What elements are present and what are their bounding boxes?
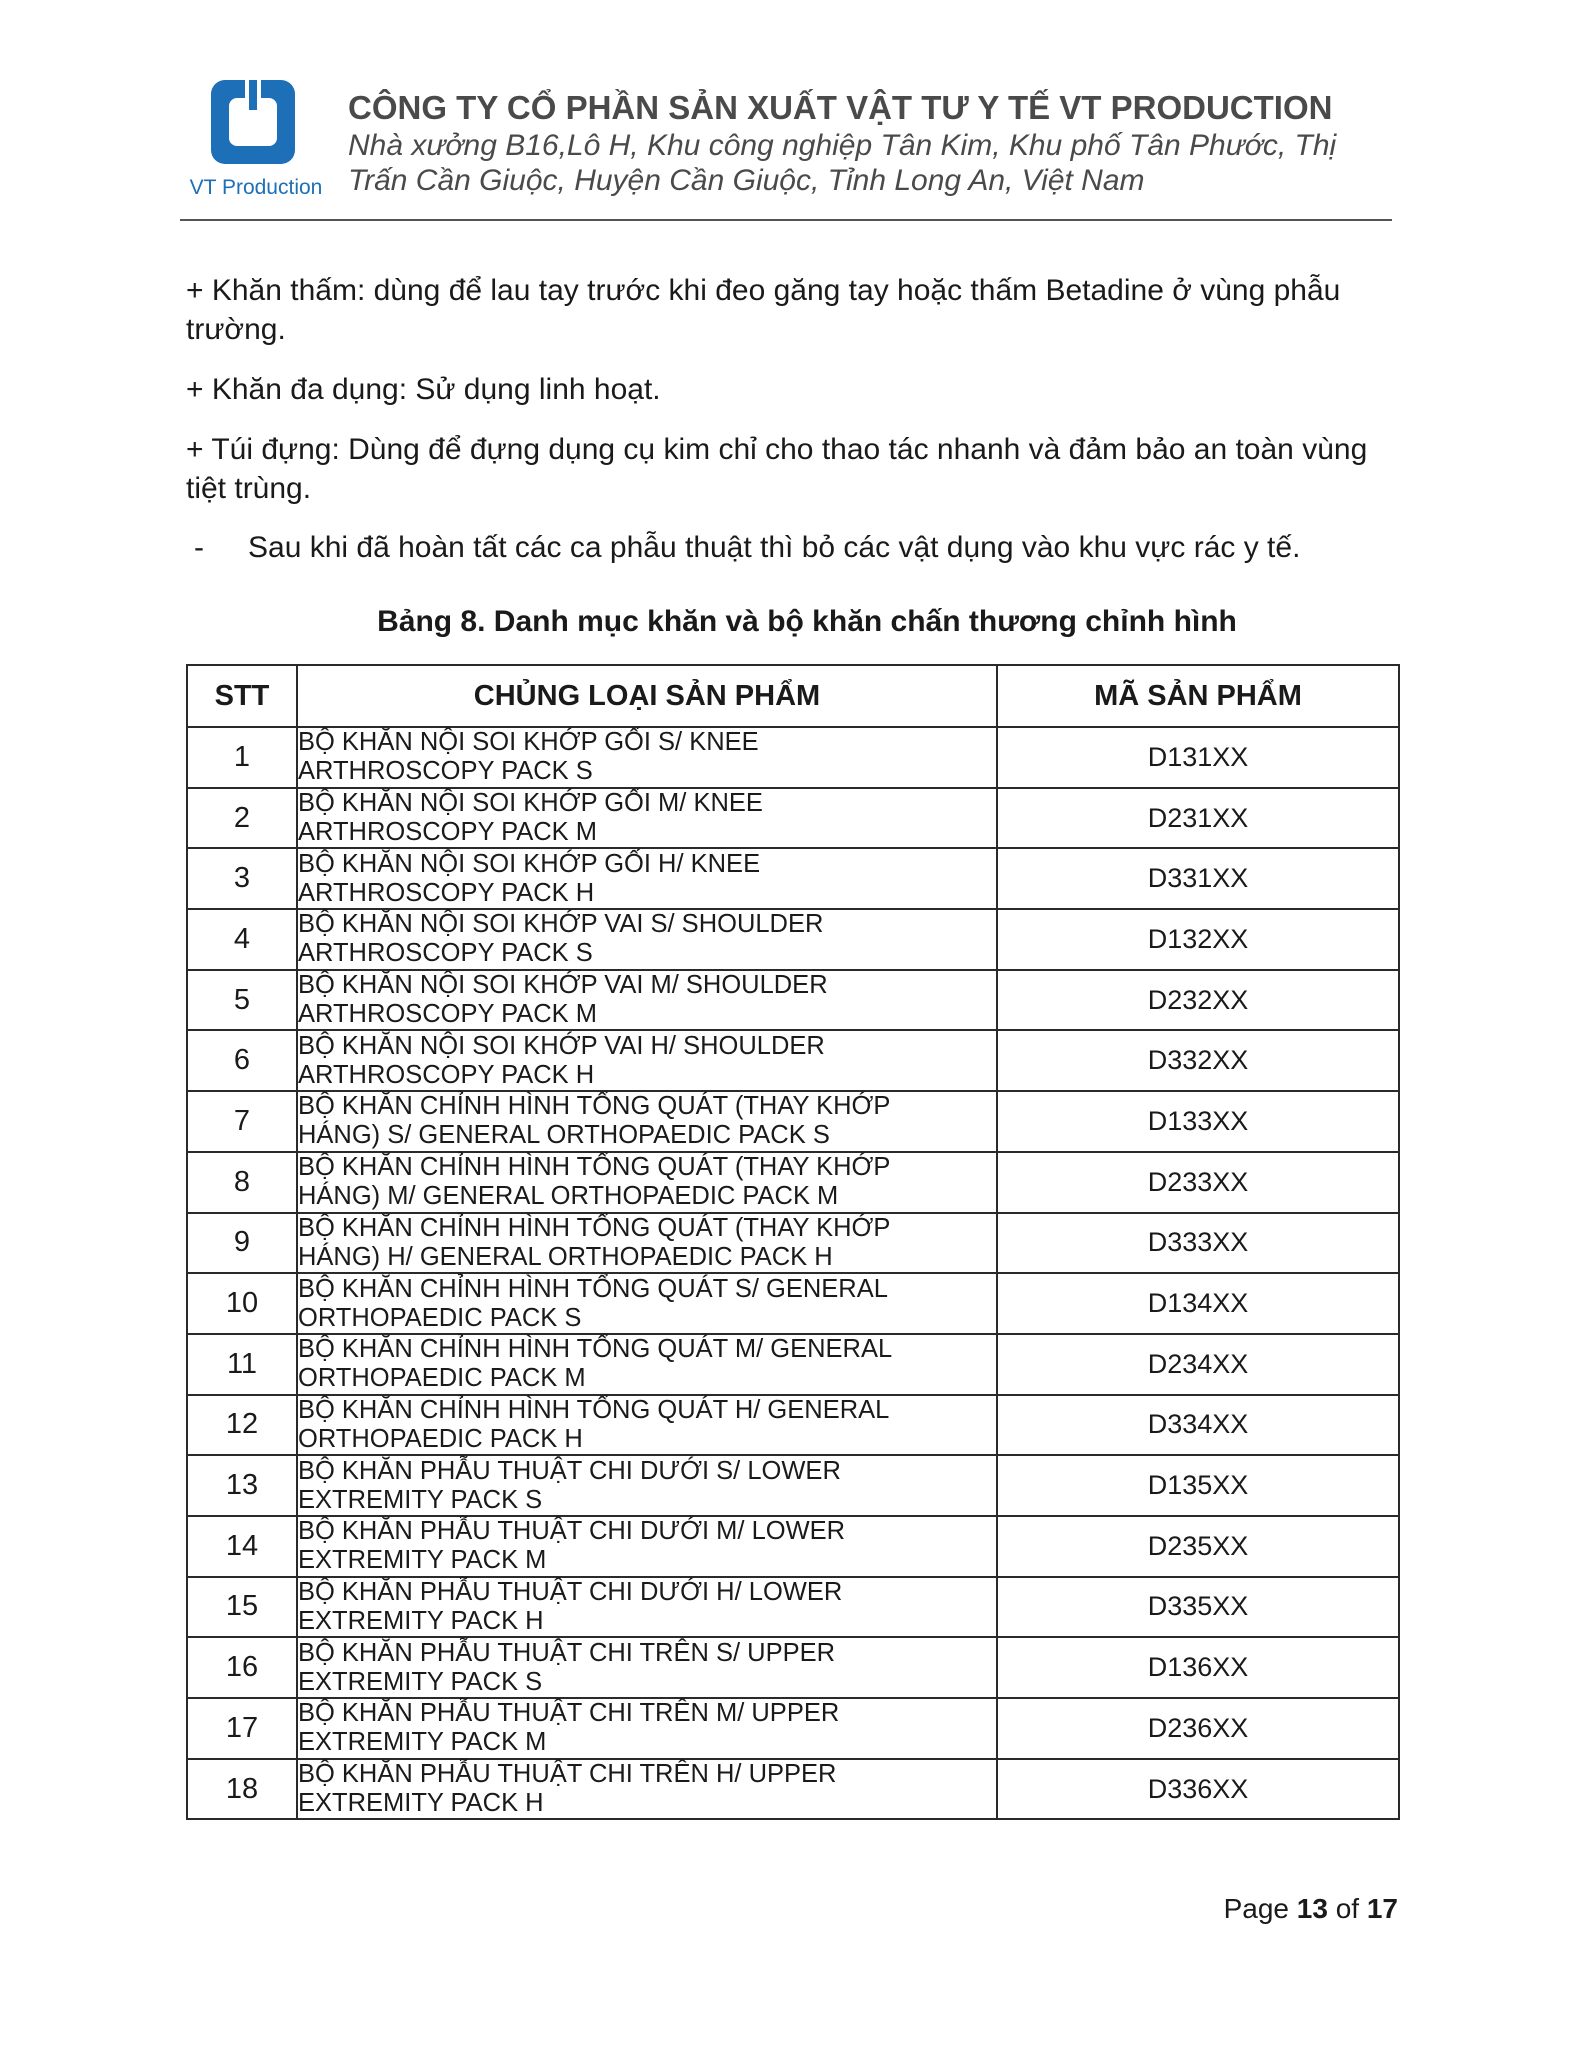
cell-stt: 9 bbox=[187, 1213, 297, 1274]
list-dash: - bbox=[194, 531, 204, 564]
page-current: 13 bbox=[1296, 1893, 1328, 1924]
cell-stt: 4 bbox=[187, 909, 297, 970]
cell-product-code: D233XX bbox=[997, 1152, 1399, 1213]
cell-stt: 10 bbox=[187, 1273, 297, 1334]
product-type-line-2: ORTHOPAEDIC PACK S bbox=[298, 1303, 582, 1332]
cell-product-type bbox=[297, 1637, 997, 1698]
paragraph-multipurpose-towel: + Khăn đa dụng: Sử dụng linh hoạt. bbox=[186, 373, 661, 406]
product-type-line-2: ARTHROSCOPY PACK H bbox=[298, 1060, 595, 1089]
cell-product-code: D136XX bbox=[997, 1637, 1399, 1698]
company-info bbox=[348, 88, 1398, 198]
product-type-line-1: BỘ KHĂN PHẪU THUẬT CHI DƯỚI H/ LOWER bbox=[298, 1577, 843, 1606]
page-total: 17 bbox=[1366, 1893, 1398, 1924]
company-address-line-1: Nhà xưởng B16,Lô H, Khu công nghiệp Tân Kim, Khu phố Tân Phước, Thị bbox=[348, 129, 1337, 162]
cell-product-code: D132XX bbox=[997, 909, 1399, 970]
table-row bbox=[187, 970, 1399, 1031]
product-type-line-1: BỘ KHĂN NỘI SOI KHỚP GỐI S/ KNEE bbox=[298, 728, 759, 757]
cell-stt: 3 bbox=[187, 848, 297, 909]
cell-product-code: D235XX bbox=[997, 1516, 1399, 1577]
cell-stt: 11 bbox=[187, 1334, 297, 1395]
product-type-line-1: BỘ KHĂN CHỈNH HÌNH TỔNG QUÁT (THAY KHỚP bbox=[298, 1213, 891, 1242]
product-type-line-1: BỘ KHĂN NỘI SOI KHỚP VAI S/ SHOULDER bbox=[298, 910, 824, 939]
cell-stt: 7 bbox=[187, 1091, 297, 1152]
cell-stt: 2 bbox=[187, 788, 297, 849]
cell-product-type bbox=[297, 1334, 997, 1395]
product-type-line-1: BỘ KHĂN PHẪU THUẬT CHI DƯỚI M/ LOWER bbox=[298, 1517, 846, 1546]
cell-product-type bbox=[297, 1516, 997, 1577]
cell-stt: 6 bbox=[187, 1030, 297, 1091]
table-row bbox=[187, 1516, 1399, 1577]
cell-stt: 16 bbox=[187, 1637, 297, 1698]
table-row bbox=[187, 727, 1399, 788]
product-type-line-1: BỘ KHĂN CHỈNH HÌNH TỔNG QUÁT S/ GENERAL bbox=[298, 1274, 888, 1303]
product-type-line-1: BỘ KHĂN PHẪU THUẬT CHI TRÊN M/ UPPER bbox=[298, 1699, 840, 1728]
cell-stt: 14 bbox=[187, 1516, 297, 1577]
table-row bbox=[187, 909, 1399, 970]
cell-product-code: D333XX bbox=[997, 1213, 1399, 1274]
cell-product-type bbox=[297, 1577, 997, 1638]
cell-product-type bbox=[297, 1030, 997, 1091]
page-prefix: Page bbox=[1223, 1893, 1289, 1924]
logo-text: VT Production bbox=[189, 176, 323, 199]
product-type-line-2: EXTREMITY PACK M bbox=[298, 1728, 547, 1757]
table-row bbox=[187, 1637, 1399, 1698]
product-type-line-2: EXTREMITY PACK S bbox=[298, 1667, 543, 1696]
product-type-line-2: HÁNG) M/ GENERAL ORTHOPAEDIC PACK M bbox=[298, 1182, 839, 1211]
table-row bbox=[187, 1577, 1399, 1638]
page-of: of bbox=[1335, 1893, 1360, 1924]
cell-product-code: D234XX bbox=[997, 1334, 1399, 1395]
cell-stt: 5 bbox=[187, 970, 297, 1031]
product-type-line-1: BỘ KHĂN NỘI SOI KHỚP GỐI H/ KNEE bbox=[298, 849, 761, 878]
cell-stt: 13 bbox=[187, 1455, 297, 1516]
header-divider bbox=[180, 219, 1392, 221]
product-type-line-2: ARTHROSCOPY PACK S bbox=[298, 939, 593, 968]
product-type-line-2: HÁNG) S/ GENERAL ORTHOPAEDIC PACK S bbox=[298, 1121, 830, 1150]
product-type-line-1: BỘ KHĂN CHỈNH HÌNH TỔNG QUÁT (THAY KHỚP bbox=[298, 1092, 891, 1121]
table-body bbox=[187, 727, 1399, 1819]
product-type-line-2: EXTREMITY PACK H bbox=[298, 1789, 544, 1818]
product-type-line-1: BỘ KHĂN CHỈNH HÌNH TỔNG QUÁT M/ GENERAL bbox=[298, 1335, 893, 1364]
product-type-line-2: ORTHOPAEDIC PACK H bbox=[298, 1424, 583, 1453]
product-type-line-1: BỘ KHĂN NỘI SOI KHỚP VAI M/ SHOULDER bbox=[298, 971, 828, 1000]
cell-stt: 1 bbox=[187, 727, 297, 788]
cell-product-type bbox=[297, 1759, 997, 1820]
table-row bbox=[187, 1334, 1399, 1395]
header-stt: STT bbox=[187, 665, 297, 727]
table-row bbox=[187, 1213, 1399, 1274]
cell-stt: 15 bbox=[187, 1577, 297, 1638]
cell-product-code: D133XX bbox=[997, 1091, 1399, 1152]
product-type-line-2: ARTHROSCOPY PACK S bbox=[298, 757, 593, 786]
company-address-line-2: Trấn Cần Giuộc, Huyện Cần Giuộc, Tỉnh Long An, Việt Nam bbox=[348, 164, 1145, 197]
table-row bbox=[187, 1395, 1399, 1456]
cell-product-code: D131XX bbox=[997, 727, 1399, 788]
product-type-line-1: BỘ KHĂN NỘI SOI KHỚP VAI H/ SHOULDER bbox=[298, 1031, 825, 1060]
table-row bbox=[187, 1455, 1399, 1516]
cell-product-code: D232XX bbox=[997, 970, 1399, 1031]
product-type-line-2: EXTREMITY PACK S bbox=[298, 1485, 543, 1514]
product-type-line-1: BỘ KHĂN NỘI SOI KHỚP GỐI M/ KNEE bbox=[298, 789, 763, 818]
cell-stt: 12 bbox=[187, 1395, 297, 1456]
cell-product-code: D135XX bbox=[997, 1455, 1399, 1516]
table-row bbox=[187, 1030, 1399, 1091]
page-number bbox=[1224, 1893, 1398, 1925]
product-type-line-2: ARTHROSCOPY PACK M bbox=[298, 818, 597, 847]
paragraph-storage-bag: + Túi đựng: Dùng để đựng dụng cụ kim chỉ cho thao tác nhanh và đảm bảo an toàn vùng tiệt trùng. bbox=[186, 433, 1368, 505]
cell-product-code: D332XX bbox=[997, 1030, 1399, 1091]
cell-product-type bbox=[297, 1455, 997, 1516]
cell-product-type bbox=[297, 1091, 997, 1152]
header-product-code: MÃ SẢN PHẨM bbox=[997, 665, 1399, 727]
vt-logo-icon bbox=[211, 80, 295, 164]
table-caption: Bảng 8. Danh mục khăn và bộ khăn chấn thương chỉnh hình bbox=[377, 605, 1237, 638]
paragraph-disposal bbox=[186, 528, 1386, 567]
table-row bbox=[187, 1152, 1399, 1213]
paragraph-disposal-text: Sau khi đã hoàn tất các ca phẫu thuật thì bỏ các vật dụng vào khu vực rác y tế. bbox=[248, 531, 1301, 564]
cell-product-code: D331XX bbox=[997, 848, 1399, 909]
product-type-line-2: ARTHROSCOPY PACK M bbox=[298, 1000, 597, 1029]
product-type-line-2: ORTHOPAEDIC PACK M bbox=[298, 1364, 586, 1393]
table-header-row bbox=[187, 665, 1399, 727]
company-logo bbox=[183, 74, 329, 204]
cell-product-type bbox=[297, 1395, 997, 1456]
product-table bbox=[186, 664, 1400, 1820]
table-row bbox=[187, 1759, 1399, 1820]
cell-product-type bbox=[297, 1152, 997, 1213]
cell-product-type bbox=[297, 1698, 997, 1759]
cell-product-type bbox=[297, 909, 997, 970]
cell-product-type bbox=[297, 970, 997, 1031]
product-type-line-1: BỘ KHĂN PHẪU THUẬT CHI TRÊN H/ UPPER bbox=[298, 1760, 837, 1789]
table-row bbox=[187, 1091, 1399, 1152]
cell-product-type bbox=[297, 848, 997, 909]
cell-stt: 8 bbox=[187, 1152, 297, 1213]
cell-product-type bbox=[297, 727, 997, 788]
product-type-line-2: ARTHROSCOPY PACK H bbox=[298, 878, 595, 907]
cell-stt: 18 bbox=[187, 1759, 297, 1820]
product-type-line-1: BỘ KHĂN CHỈNH HÌNH TỔNG QUÁT H/ GENERAL bbox=[298, 1395, 890, 1424]
cell-product-code: D231XX bbox=[997, 788, 1399, 849]
company-name: CÔNG TY CỔ PHẦN SẢN XUẤT VẬT TƯ Y TẾ VT PRODUCTION bbox=[348, 89, 1333, 126]
cell-product-type bbox=[297, 788, 997, 849]
cell-product-code: D236XX bbox=[997, 1698, 1399, 1759]
product-type-line-1: BỘ KHĂN CHỈNH HÌNH TỔNG QUÁT (THAY KHỚP bbox=[298, 1153, 891, 1182]
cell-product-code: D335XX bbox=[997, 1577, 1399, 1638]
cell-product-code: D336XX bbox=[997, 1759, 1399, 1820]
cell-product-type bbox=[297, 1273, 997, 1334]
product-type-line-2: EXTREMITY PACK M bbox=[298, 1546, 547, 1575]
cell-product-type bbox=[297, 1213, 997, 1274]
cell-product-code: D134XX bbox=[997, 1273, 1399, 1334]
cell-stt: 17 bbox=[187, 1698, 297, 1759]
table-row bbox=[187, 848, 1399, 909]
cell-product-code: D334XX bbox=[997, 1395, 1399, 1456]
product-type-line-2: HÁNG) H/ GENERAL ORTHOPAEDIC PACK H bbox=[298, 1242, 833, 1271]
header-product-type: CHỦNG LOẠI SẢN PHẨM bbox=[297, 665, 997, 727]
table-row bbox=[187, 1273, 1399, 1334]
product-type-line-1: BỘ KHĂN PHẪU THUẬT CHI DƯỚI S/ LOWER bbox=[298, 1456, 841, 1485]
table-row bbox=[187, 788, 1399, 849]
paragraph-absorbent-towel: + Khăn thấm: dùng để lau tay trước khi đeo găng tay hoặc thấm Betadine ở vùng phẫu trường. bbox=[186, 274, 1341, 346]
table-row bbox=[187, 1698, 1399, 1759]
product-type-line-1: BỘ KHĂN PHẪU THUẬT CHI TRÊN S/ UPPER bbox=[298, 1638, 836, 1667]
product-type-line-2: EXTREMITY PACK H bbox=[298, 1606, 544, 1635]
